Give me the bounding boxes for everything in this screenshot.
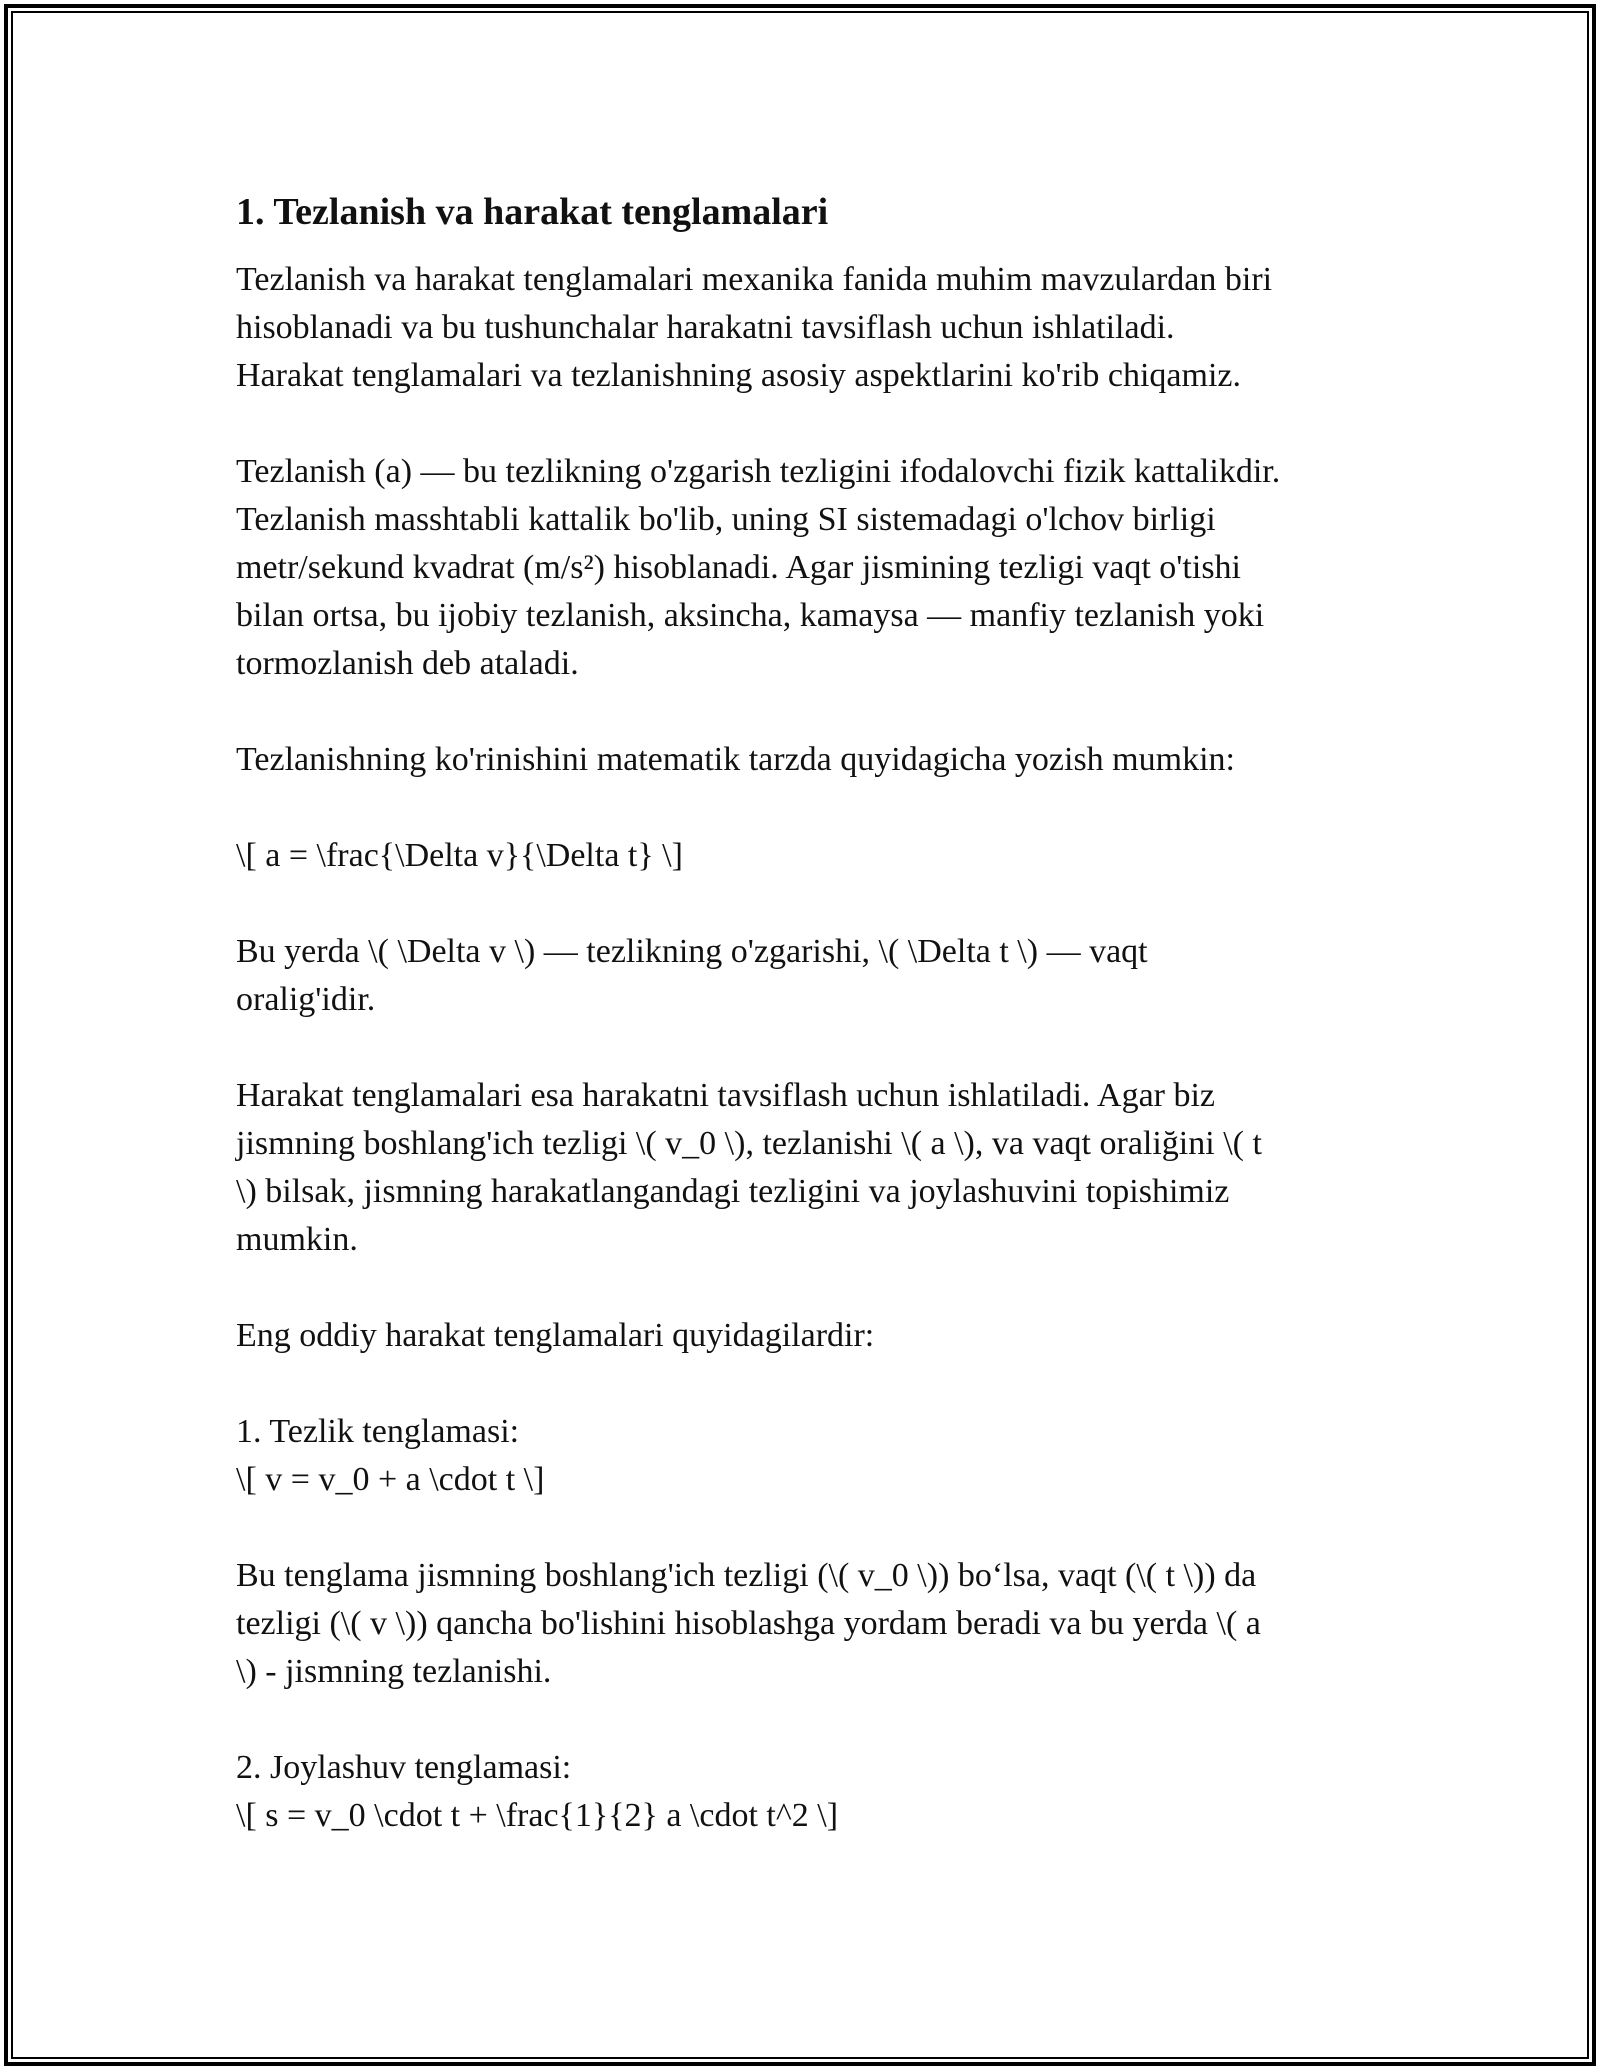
section-title: 1. Tezlanish va harakat tenglamalari — [236, 191, 829, 233]
paragraph-motion-equations: Harakat tenglamalari esa harakatni tavsiflash uchun ishlatiladi. Agar biz jismning boshlang'ich tezligi \( v_0 \), tezlanishi \( a \), va vaqt oraliğini \( t \) bilsak, jismning harakatlangandagi tezligini va joylashuvini topishimiz mumkin. — [236, 1077, 1262, 1258]
equation-velocity: 1. Tezlik tenglamasi: \[ v = v_0 + a \cdot t \] — [236, 1413, 545, 1498]
paragraph-acceleration-definition: Tezlanish (a) — bu tezlikning o'zgarish tezligini ifodalovchi fizik kattalikdir. Tezlanish masshtabli kattalik bo'lib, uning SI sistemadagi o'lchov birligi metr/sekund kvadrat (m/s²) hisoblanadi. Agar jismining tezligi vaqt o'tishi bilan ortsa, bu ijobiy tezlanish, aksincha, kamaysa — manfiy tezlanish yoki tormozlanish deb ataladi. — [236, 453, 1281, 682]
formula-acceleration: \[ a = \frac{\Delta v}{\Delta t} \] — [236, 837, 683, 874]
paragraph-formula-explanation: Bu yerda \( \Delta v \) — tezlikning o'zgarishi, \( \Delta t \) — vaqt oralig'idir. — [236, 933, 1148, 1018]
paragraph-formula-intro: Tezlanishning ko'rinishini matematik tarzda quyidagicha yozish mumkin: — [236, 741, 1235, 778]
paragraph-intro: Tezlanish va harakat tenglamalari mexanika fanida muhim mavzulardan biri hisoblanadi va bu tushunchalar harakatni tavsiflash uchun ishlatiladi. Harakat tenglamalari va tezlanishning asosiy aspektlarini ko'rib chiqamiz. — [236, 261, 1273, 394]
paragraph-simple-equations: Eng oddiy harakat tenglamalari quyidagilardir: — [236, 1317, 875, 1354]
equation-position: 2. Joylashuv tenglamasi: \[ s = v_0 \cdot t + \frac{1}{2} a \cdot t^2 \] — [236, 1749, 839, 1834]
document-body — [236, 188, 1386, 1888]
paragraph-velocity-explanation: Bu tenglama jismning boshlang'ich tezligi (\( v_0 \)) bo‘lsa, vaqt (\( t \)) da tezligi (\( v \)) qancha bo'lishini hisoblashga yordam beradi va bu yerda \( a \) - jismning tezlanishi. — [236, 1557, 1261, 1690]
